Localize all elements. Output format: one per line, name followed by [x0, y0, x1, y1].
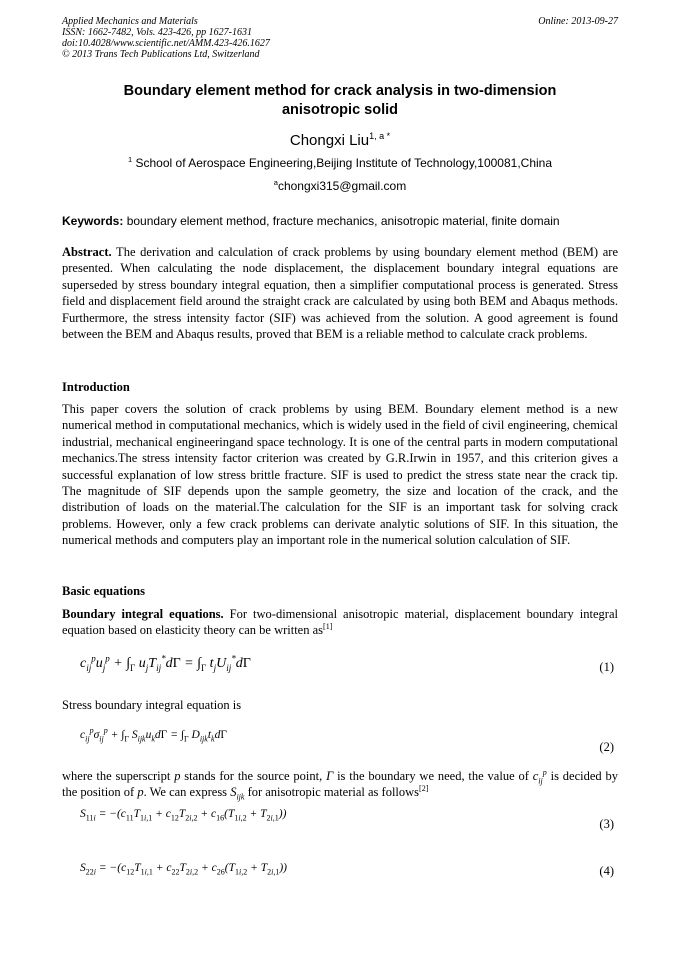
where-text-e: . We can express: [143, 785, 231, 800]
affiliation: [62, 156, 618, 170]
journal-name: Applied Mechanics and Materials: [62, 16, 198, 27]
abstract: [62, 244, 618, 342]
basic-equations-heading: Basic equations: [62, 584, 146, 598]
email: [62, 179, 618, 193]
bie-paragraph: [62, 606, 618, 639]
equation-2: $c_{ij}^p\sigma_{ij}^p + \int_\Gamma$ $S_{ijk}u_kd\Gamma = \int_\Gamma$ $D_{ijk}t_kd\Gamma$: [80, 726, 227, 744]
where-text-d: is decided by the position of: [62, 769, 618, 800]
equation-number-1: (1): [599, 660, 614, 674]
cij-symbol: $c_{ij}^p$: [532, 767, 547, 786]
where-text-c: is the boundary we need, the value of: [333, 769, 533, 783]
where-p: p: [174, 769, 181, 783]
keywords-text: boundary element method, fracture mechanics, anisotropic material, finite domain: [123, 214, 560, 228]
abstract-label: Abstract.: [62, 245, 112, 259]
where-text-f: for anisotropic material as follows: [244, 785, 420, 800]
where-ref: [2]: [419, 784, 429, 794]
journal-header: [62, 16, 618, 60]
equation-4: $S_{22i} = -(c_{12}T_{1i,1} + c_{22}T_{2i,2} + c_{26}(T_{1i,2} + T_{2i,1}))$: [80, 862, 288, 877]
bie-text: For two-dimensional anisotropic material, displacement boundary integral equation based on elasticity theory can be written as: [62, 607, 618, 638]
abstract-text: The derivation and calculation of crack problems by using boundary element method (BEM) are presented. When calculating the node displacement, the displacement boundary integral equations are superseded by stress boundary integral equation, then a simplifier computational process is generated. Stress field and displacement field around the straight crack are calculated by using both BEM and Abaqus methods. Furthermore, the stress intensity factor (SIF) was achieved from the solution. A good agreement is found between the BEM and Abaqus results, proved that BEM is a reliable method to calculate crack problems.: [62, 245, 618, 342]
where-gamma: Γ: [326, 769, 334, 783]
title-line-2: anisotropic solid: [281, 102, 398, 118]
keywords-label: Keywords:: [62, 214, 124, 228]
bie-ref: [1]: [323, 622, 333, 632]
affiliation-text: School of Aerospace Engineering,Beijing Institute of Technology,100081,China: [132, 156, 553, 170]
introduction-text: This paper covers the solution of crack problems by using BEM. Boundary element method is a new numerical method in computational mechanics, which is widely used in the field of civil engineering, chemical industrial, mechanical engineeringand space technology. It is one of the central parts in modern computational mechanics.The stress intensity factor criterion was created by G.R.Irwin in 1957, and this criterion gives a successful explanation of low stress brittle fracture. SIF is used to predict the stress state near the crack tip. The magnitude of SIF depends upon the sample geometry, the size and location of the crack, and the distribution of loads on the material.The calculation for the SIF is an important task for solving crack problems. However, only a few crack problems can derivate analytic solutions of SIF. In this situation, the numerical methods and computers play an important role in the numerical solution calculation of SIF.: [62, 402, 618, 548]
author-sup: 1, a *: [369, 131, 391, 141]
introduction-heading: Introduction: [62, 380, 130, 394]
sijk-symbol: $S_{ijk}$: [230, 785, 245, 802]
bie-label: Boundary integral equations.: [62, 607, 224, 621]
keywords: [62, 214, 618, 228]
paper-title: [62, 82, 618, 120]
author-name: Chongxi Liu: [289, 132, 370, 149]
author: [62, 132, 618, 149]
stress-bie-text: Stress boundary integral equation is: [62, 698, 242, 712]
email-text: chongxi315@gmail.com: [277, 179, 407, 193]
where-paragraph: [62, 768, 618, 801]
where-text-b: stands for the source point,: [180, 769, 327, 783]
title-line-1: Boundary element method for crack analysis in two-dimension: [123, 83, 557, 99]
equation-number-2: (2): [599, 740, 614, 754]
where-text-a: where the superscript: [62, 769, 175, 783]
email-sup: a: [273, 178, 278, 187]
equation-number-3: (3): [599, 817, 614, 831]
equation-1: $c_{ij}^pu_j^p + \int_\Gamma$ $u_jT_{ij}^*d\Gamma = \int_\Gamma$ $t_jU_{ij}^*d\Gamma$: [80, 653, 251, 673]
equation-number-4: (4): [599, 864, 614, 878]
where-p-2: p: [137, 785, 144, 800]
copyright-line: © 2013 Trans Tech Publications Ltd, Switzerland: [62, 49, 260, 60]
affiliation-sup: 1: [127, 155, 133, 164]
online-date: Online: 2013-09-27: [538, 16, 618, 27]
doi-line: doi:10.4028/www.scientific.net/AMM.423-426.1627: [62, 38, 270, 49]
equation-3: $S_{11i} = -(c_{11}T_{1i,1} + c_{12}T_{2i,2} + c_{16}(T_{1i,2} + T_{2i,1}))$: [80, 808, 287, 823]
issn-line: ISSN: 1662-7482, Vols. 423-426, pp 1627-1631: [62, 27, 252, 38]
